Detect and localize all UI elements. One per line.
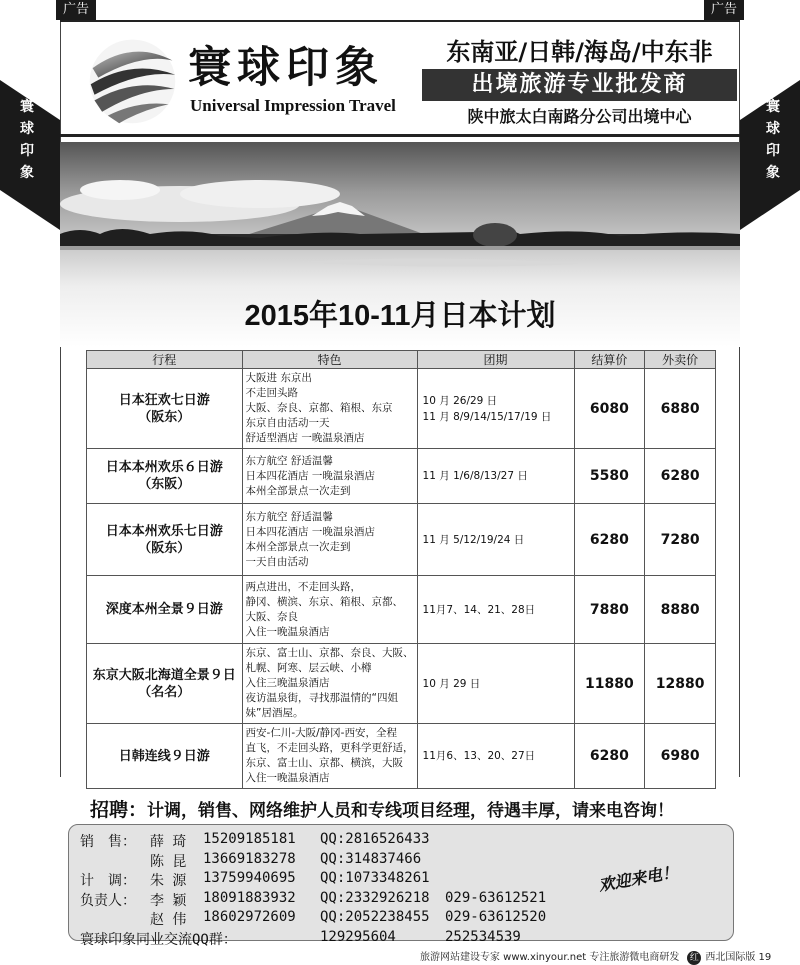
table-row (87, 449, 716, 504)
ad-label-right: 广告 (704, 0, 744, 20)
itinerary-features: 两点进出，不走回头路， 静冈、横滨、东京、箱根、京都、 大阪、奈良 入住一晚温泉酒店 (242, 576, 417, 644)
table-row (87, 644, 716, 724)
recruit-text: 计调，销售、网络维护人员和专线项目经理，待遇丰厚，请来电咨询！ (147, 801, 675, 821)
header-rule (60, 134, 740, 137)
header-itinerary: 行程 (87, 351, 243, 369)
globe-logo-icon (85, 32, 180, 127)
table-row (87, 369, 716, 449)
qq-group-1[interactable]: 129295604 (320, 928, 396, 945)
settlement-price: 5580 (574, 449, 645, 504)
contact-tel[interactable]: 029-63612521 (445, 889, 547, 906)
settlement-price: 6280 (574, 724, 645, 789)
itinerary-features: 东方航空 舒适温馨 日本四花酒店 一晚温泉酒店 本州全部景点一次走到 一天自由活动 (242, 504, 417, 576)
retail-price: 6880 (645, 369, 716, 449)
itinerary-name: 日本本州欢乐６日游 （东阪） (87, 449, 243, 504)
contact-tel[interactable]: 029-63612520 (445, 909, 547, 925)
qq-group-label: 寰球印象同业交流QQ群： (80, 931, 237, 948)
destinations-line: 东南亚/日韩/海岛/中东非 (446, 38, 713, 66)
header-settlement-price: 结算价 (574, 351, 645, 369)
itinerary-table (86, 350, 716, 789)
contact-name: 赵 伟 (150, 912, 187, 928)
itinerary-dates: 11 月 5/12/19/24 日 (417, 504, 574, 576)
header-features: 特色 (242, 351, 417, 369)
page-title: 2015年10-11月日本计划 (244, 300, 556, 332)
itinerary-dates: 11 月 1/6/8/13/27 日 (417, 449, 574, 504)
contact-phone[interactable]: 15209185181 (203, 831, 296, 847)
contact-qq: QQ:2816526433 (320, 831, 430, 847)
footer (420, 948, 771, 965)
itinerary-dates: 10 月 26/29 日 11 月 8/9/14/15/17/19 日 (417, 369, 574, 449)
ad-label-left: 广告 (56, 0, 96, 20)
contact-phone[interactable]: 13669183278 (203, 850, 296, 867)
side-label-right: 寰 球 印 象 (766, 99, 780, 181)
contact-phone[interactable]: 18091883932 (203, 889, 296, 906)
contact-role: 计 调： (80, 873, 136, 889)
contact-qq: QQ:314837466 (320, 850, 422, 867)
table-row (87, 504, 716, 576)
tagline-box: 出境旅游专业批发商 (422, 69, 737, 101)
table-row (87, 724, 716, 789)
qq-group-2[interactable]: 252534539 (445, 928, 521, 945)
contact-qq: QQ:1073348261 (320, 870, 430, 886)
settlement-price: 6280 (574, 504, 645, 576)
retail-price: 7280 (645, 504, 716, 576)
itinerary-name: 日韩连线９日游 (87, 724, 243, 789)
contact-name: 朱 源 (150, 873, 187, 889)
itinerary-dates: 11月7、14、21、28日 (417, 576, 574, 644)
footer-ad-text: 旅游网站建设专家 www.xinyour.net 专注旅游微电商研发 (420, 952, 680, 963)
retail-price: 8880 (645, 576, 716, 644)
contact-name: 薛 琦 (150, 834, 187, 850)
contact-qq: QQ:2052238455 (320, 909, 430, 925)
itinerary-dates: 10 月 29 日 (417, 644, 574, 724)
page-number: 19 (758, 952, 772, 963)
itinerary-features: 大阪进 东京出 不走回头路 大阪、奈良、京都、箱根、东京 东京自由活动一天 舒适型酒店 一晚温泉酒店 (242, 369, 417, 449)
footer-seal: 红 (687, 951, 701, 965)
contact-phone[interactable]: 18602972609 (203, 909, 296, 925)
retail-price: 6980 (645, 724, 716, 789)
side-label-left: 寰 球 印 象 (20, 99, 34, 181)
header-right (422, 32, 737, 127)
retail-price: 6280 (645, 449, 716, 504)
header-retail-price: 外卖价 (645, 351, 716, 369)
header-dates: 团期 (417, 351, 574, 369)
welcome-call-text: 欢迎来电！ (597, 862, 680, 895)
table-header-row (87, 351, 716, 369)
branch-line: 陕中旅太白南路分公司出境中心 (467, 107, 692, 126)
brand-name-cn: 寰球印象 (188, 43, 384, 93)
itinerary-name: 深度本州全景９日游 (87, 576, 243, 644)
recruit-label: 招聘： (90, 799, 148, 821)
contact-role: 负责人： (80, 892, 136, 909)
settlement-price: 11880 (574, 644, 645, 724)
contact-name: 陈 昆 (150, 853, 187, 870)
brand-name-en: Universal Impression Travel (190, 96, 396, 115)
contact-role: 销 售： (80, 834, 136, 850)
settlement-price: 7880 (574, 576, 645, 644)
recruitment-banner (90, 795, 730, 822)
itinerary-features: 东京、富士山、京都、奈良、大阪、 札幌、阿寒、层云峡、小樽 入住三晚温泉酒店 夜访温泉街，寻找那温情的“四姐 妹”居酒屋。 (242, 644, 417, 724)
retail-price: 12880 (645, 644, 716, 724)
itinerary-name: 日本本州欢乐七日游 （阪东） (87, 504, 243, 576)
itinerary-dates: 11月6、13、20、27日 (417, 724, 574, 789)
itinerary-name: 日本狂欢七日游 （阪东） (87, 369, 243, 449)
itinerary-features: 东方航空 舒适温馨 日本四花酒店 一晚温泉酒店 本州全部景点一次走到 (242, 449, 417, 504)
settlement-price: 6080 (574, 369, 645, 449)
table-row (87, 576, 716, 644)
footer-edition: 西北国际版 (705, 952, 756, 963)
itinerary-name: 东京大阪北海道全景９日 （名名） (87, 644, 243, 724)
contact-qq: QQ:2332926218 (320, 889, 430, 906)
contact-name: 李 颖 (150, 892, 187, 909)
itinerary-features: 西安-仁川-大阪/静冈-西安，全程 直飞，不走回头路，更科学更舒适， 东京、富士山、京都、横滨，大阪 入住一晚温泉酒店 (242, 724, 417, 789)
contact-phone[interactable]: 13759940695 (203, 870, 296, 886)
